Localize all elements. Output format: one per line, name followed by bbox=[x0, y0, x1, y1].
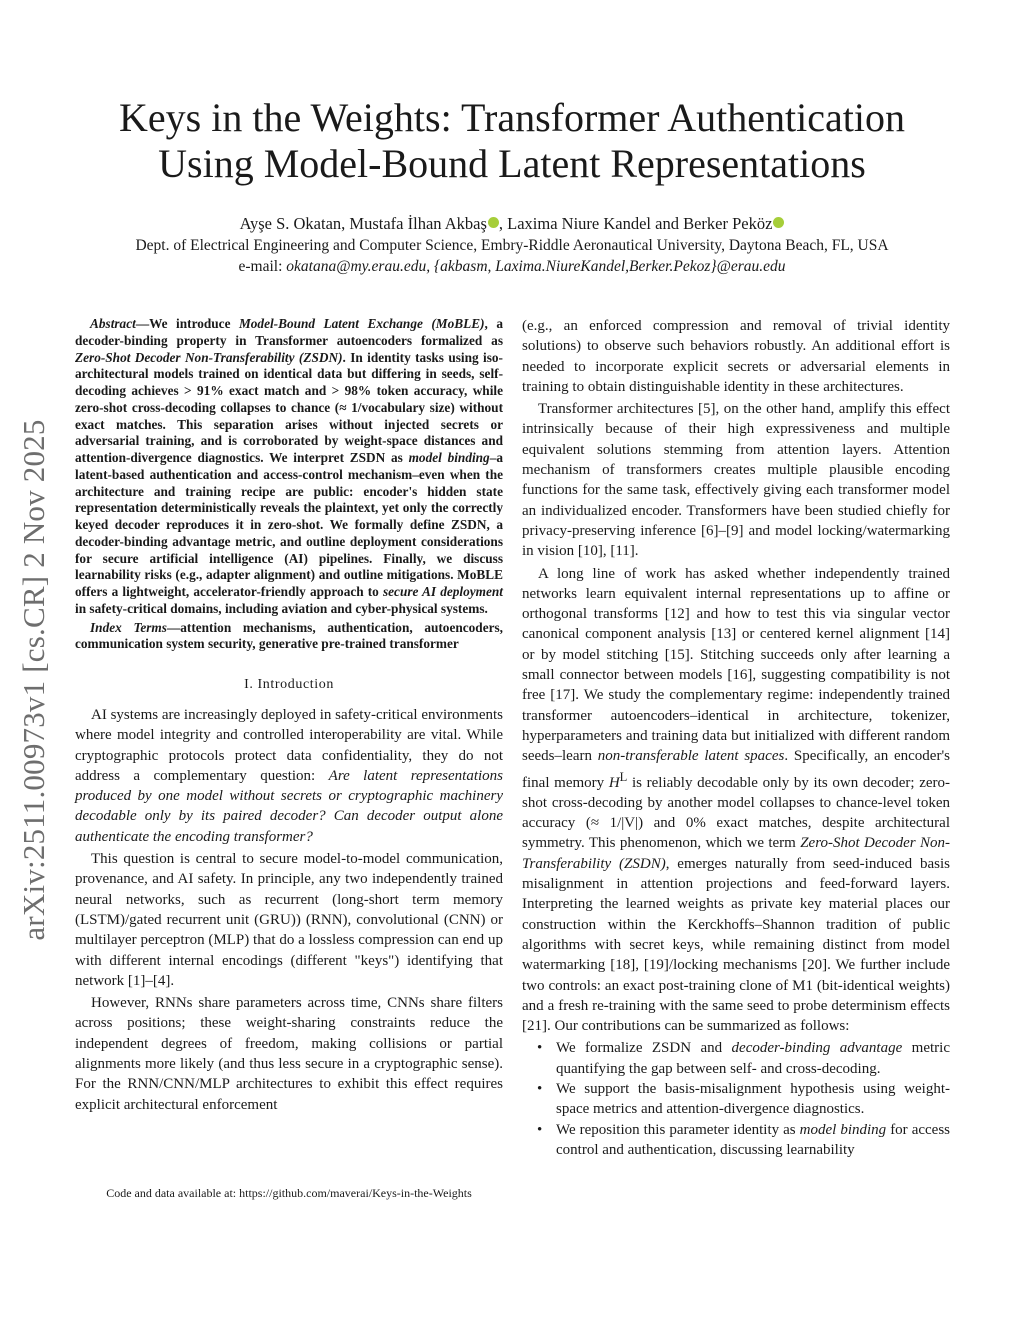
abstract-text: . In identity tasks using iso-architectural models trained on identical data but differing in seeds, self-decoding achieves > 91% exact match and > 98% token accuracy, while zero-shot cross-decoding collapses to chance (≈ 1/vocabulary size) without exact matches. This separation arises without injected secrets or adversarial training, and is corroborated by weight-space distances and attention-divergence diagnostics. We interpret ZSDN as bbox=[75, 349, 503, 465]
list-item bbox=[522, 1120, 950, 1161]
orcid-icon[interactable] bbox=[773, 217, 784, 228]
list-item-text: We reposition this parameter identity as bbox=[556, 1121, 800, 1138]
math-symbol: H bbox=[608, 774, 620, 791]
abstract-label: Abstract bbox=[90, 316, 136, 331]
paragraph: (e.g., an enforced compression and removal of trivial identity solutions) to observe such behaviors robustly. An additional effort is needed to incorporate explicit secrets or adversarial elements in training to obtain distinguishable identity in these architectures. bbox=[522, 318, 950, 395]
index-terms-text: —attention mechanisms, authentication, autoencoders, communication system security, generative pre-trained transformer bbox=[75, 619, 503, 652]
paragraph-text: non-transferable latent spaces bbox=[597, 748, 785, 765]
list-item-text: We formalize ZSDN and bbox=[556, 1040, 732, 1057]
abstract-text: —We introduce bbox=[135, 316, 239, 331]
arxiv-identifier: arXiv:2511.00973v1 [cs.CR] 2 Nov 2025 bbox=[16, 419, 51, 941]
affiliation: Dept. of Electrical Engineering and Computer Science, Embry-Riddle Aeronautical University, Daytona Beach, FL, USA bbox=[135, 237, 889, 254]
paragraph-text: A long line of work has asked whether independently trained networks learn equivalent internal representations up to affine or orthogonal transforms [12] and how to test this via singular vector canonical component analysis [13] or centered kernel alignment [14] or by model stitching [15]. Stitching succeeds only after learning a small connector between models [16], suggesting compatibility is not free [17]. We study the complementary regime: independently trained transformer autoencoders–identical in architecture, tokenizer, hyperparameters and training data but initialized with different random seeds–learn bbox=[522, 565, 950, 765]
abstract-text: model binding bbox=[408, 450, 490, 465]
arxiv-sidebar bbox=[14, 380, 54, 980]
abstract-text: , a decoder-binding property in Transformer autoencoders formalized as bbox=[75, 316, 503, 348]
paragraph-text: Are latent representations produced by one model without secrets or cryptographic machinery decodable only by its paired decoder? Can decoder output alone authenticate the encoding transformer? bbox=[75, 767, 503, 845]
author-name: Mustafa İlhan Akbaş bbox=[349, 214, 487, 233]
math-superscript: L bbox=[619, 769, 628, 784]
abstract-text: –a latent-based authentication and access-control mechanism–even when the architecture and training recipe are public: encoder's hidden state representation deterministically reveals the plaintext, yet only the correctly keyed decoder reproduces it in zero-shot. We formally define ZSDN, a decoder-binding advantage metric, and outline deployment considerations for secure artificial intelligence (AI) pipelines. Finally, we discuss learnability risks (e.g., adapter alignment) and outline mitigations. MoBLE offers a lightweight, accelerator-friendly approach to bbox=[75, 450, 504, 599]
section-heading: I. Introduction bbox=[244, 677, 334, 692]
contributions-list bbox=[522, 1038, 950, 1160]
paragraph-text: , emerges naturally from seed-induced basis misalignment in attention projections and feed-forward layers. Interpreting the learned weights as private key material places our construction within the Kerckhoffs–Shannon tradition of public algorithms with secret keys, while remaining distinct from model watermarking [18], [19]/locking mechanisms [20]. We further include two controls: an exact post-training clone of M1 (bit-identical weights) and a fresh re-training with the same seed to probe determinism effects [21]. Our contributions can be summarized as follows: bbox=[522, 855, 950, 1035]
email-line bbox=[80, 258, 944, 276]
intro-body-right bbox=[522, 316, 950, 1160]
author-name: Berker Peköz bbox=[683, 214, 773, 233]
abstract-text: in safety-critical domains, including aviation and cyber-physical systems. bbox=[75, 600, 488, 616]
orcid-icon[interactable] bbox=[488, 217, 499, 228]
list-item-text: for access control and authentication, discussing learnability bbox=[556, 1121, 950, 1158]
paragraph: Transformer architectures [5], on the other hand, amplify this effect intrinsically because of their high expressiveness and multiple equivalent solutions stemming from attention layers. Attention mechanism of transformers creates multiple plausible encoding functions for the same task, effectively giving each transformer model an individualized encoder. Transformers have been studied chiefly for privacy-preserving inference [6]–[9] and model locking/watermarking in vision [10], [11]. bbox=[522, 401, 950, 560]
paragraph bbox=[522, 564, 950, 1037]
list-item: • We support the basis-misalignment hypothesis using weight-space metrics and attention-divergence diagnostics. bbox=[522, 1079, 950, 1120]
abstract-text: Zero-Shot Decoder Non-Transferability (ZSDN) bbox=[75, 349, 343, 365]
right-column bbox=[522, 316, 950, 1160]
list-item-text: model binding bbox=[799, 1121, 887, 1138]
intro-body-left bbox=[75, 705, 503, 1115]
paragraph: This question is central to secure model-to-model communication, provenance, and AI safety. In principle, any two independently trained neural networks, such as recurrent (long-short term memory (LSTM)/gated recurrent unit (GRU)) (RNN), convolutional (CNN) or multilayer perceptron (MLP) that do a lossless compression can end up with different internal encodings (different "keys") identifying that network [1]–[4]. bbox=[75, 851, 503, 989]
left-column bbox=[75, 316, 503, 1117]
footnote: Code and data available at: https://github.com/maverai/Keys-in-the-Weights bbox=[106, 1186, 472, 1200]
abstract-text: secure AI deployment bbox=[382, 584, 503, 599]
paper-title bbox=[80, 95, 944, 187]
author-name: Ayşe S. Okatan, bbox=[239, 214, 350, 233]
abstract bbox=[75, 316, 503, 618]
author-list bbox=[80, 214, 944, 234]
paragraph: However, RNNs share parameters across time, CNNs share filters across positions; these weight-sharing constraints reduce the independent degrees of freedom, making collisions or partial alignments more likely (and thus less secure in a cryptographic sense). For the RNN/CNN/MLP architectures to exhibit this effect requires explicit architectural enforcement bbox=[75, 995, 503, 1113]
index-terms-label: Index Terms bbox=[90, 619, 167, 635]
paragraph-text: is reliably decodable only by its own decoder; zero-shot cross-decoding by another model collapses to chance-level token accuracy (≈ 1/|V|) and 0% exact matches, despite architectural symmetry. This phenomenon, which we term bbox=[522, 774, 950, 852]
list-item-text: decoder-binding advantage bbox=[731, 1040, 903, 1057]
author-name: , Laxima Niure Kandel and bbox=[498, 214, 684, 233]
list-item-text: metric quantifying the gap between self- and cross-decoding. bbox=[556, 1040, 950, 1077]
paragraph-text: . Specifically, an encoder's final memory bbox=[522, 748, 950, 791]
paragraph-text: AI systems are increasingly deployed in safety-critical environments where model integrity and controlled interoperability are vital. While cryptographic protocols protect data confidentiality, they do not address a complementary question: bbox=[75, 707, 503, 784]
paragraph bbox=[75, 705, 503, 847]
title-line-2: Using Model-Bound Latent Representations bbox=[158, 141, 866, 186]
paragraph-text: Zero-Shot Decoder Non-Transferability (ZSDN) bbox=[522, 835, 950, 872]
title-line-1: Keys in the Weights: Transformer Authentication bbox=[119, 95, 905, 140]
list-item bbox=[522, 1038, 950, 1079]
abstract-text: Model-Bound Latent Exchange (MoBLE) bbox=[238, 316, 485, 331]
email-addresses: okatana@my.erau.edu, {akbasm, Laxima.NiureKandel,Berker.Pekoz}@erau.edu bbox=[286, 258, 786, 275]
email-label: e-mail: bbox=[238, 258, 287, 275]
index-terms bbox=[75, 620, 503, 654]
